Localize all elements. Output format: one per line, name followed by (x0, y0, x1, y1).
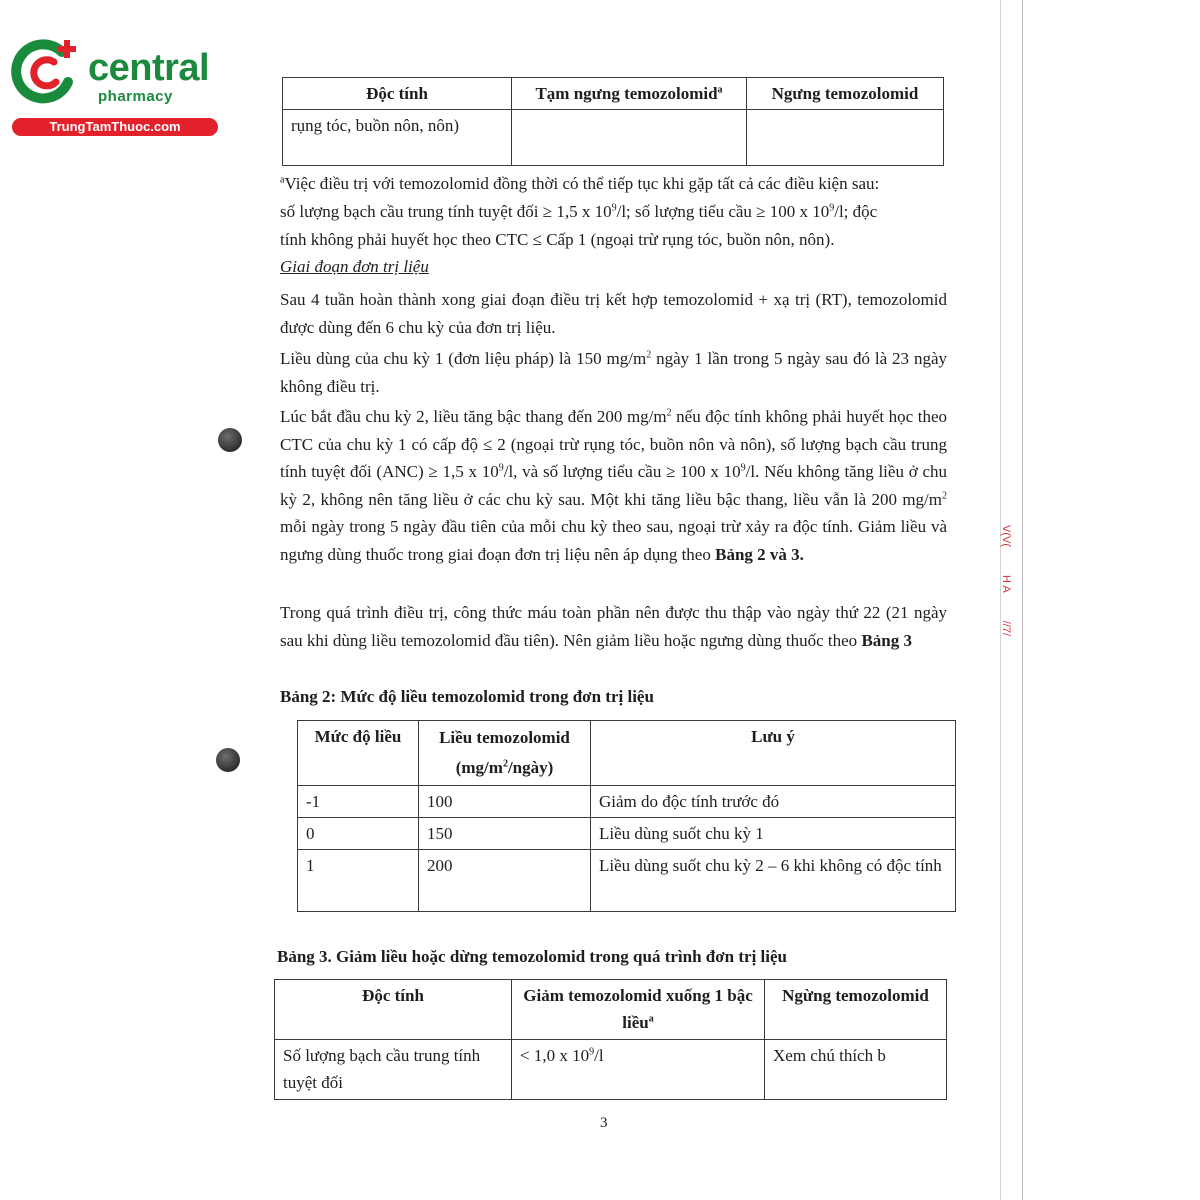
logo-sub-text: pharmacy (98, 88, 173, 105)
table-cell: 1 (298, 850, 419, 912)
table-cell: Liều dùng suốt chu kỳ 1 (591, 818, 956, 850)
logo-brand-text: central (88, 47, 210, 89)
table-header-cell: Liều temozolomid $(mg/m^2/ngày)$ (419, 721, 591, 786)
table-row (275, 1040, 947, 1100)
table-row (298, 818, 956, 850)
table-header-cell: Mức độ liều (298, 721, 419, 786)
section-heading: Giai đoạn đơn trị liệu (280, 257, 429, 276)
table-cell: 0 (298, 818, 419, 850)
table-header-cell: Độc tính (283, 78, 512, 110)
table-cell (512, 110, 747, 166)
table-row (298, 786, 956, 818)
table-cell: < 1,0 x $10^9/l$ (512, 1040, 765, 1100)
table-header-cell: Độc tính (275, 980, 512, 1040)
table-header-row (298, 721, 956, 786)
table-header-cell: Giảm temozolomid xuống 1 bậc liều$^a$ (512, 980, 765, 1040)
table-cell: Giảm do độc tính trước đó (591, 786, 956, 818)
page-number: 3 (600, 1115, 608, 1131)
dose-reduction-table (274, 979, 947, 1100)
logo-site-url[interactable]: TrungTamThuoc.com (12, 118, 218, 136)
table-header-row (283, 78, 944, 110)
paragraph-cycle-2-escalation: Lúc bắt đầu chu kỳ 2, liều tăng bậc thang đến 200 $mg/m^2$ nếu độc tính không phải huyết học theo CTC của chu kỳ 1 có cấp độ ≤ 2 (ngoại trừ rụng tóc, buồn nôn và nôn), số lượng bạch cầu trung tính tuyệt đối (ANC) ≥ 1,5 x $10^9/l$, và số lượng tiểu cầu ≥ 100 x $10^9/l$. Nếu không tăng liều ở chu kỳ 2, không nên tăng liều ở các chu kỳ sau. Một khi tăng liều bậc thang, liều vẫn là 200 $mg/m^2$ mỗi ngày trong 5 ngày đầu tiên của mỗi chu kỳ theo sau, ngoại trừ xảy ra độc tính. Giảm liều và ngưng dùng thuốc trong giai đoạn đơn trị liệu nên áp dụng theo Bảng 2 và 3. (280, 407, 948, 564)
paragraph-monotherapy-intro: Sau 4 tuần hoàn thành xong giai đoạn điều trị kết hợp temozolomid + xạ trị (RT), temozolomid được dùng đến 6 chu kỳ của đơn trị liệu. (280, 290, 947, 337)
page-edge-line (1022, 0, 1023, 1200)
dose-level-table (297, 720, 956, 912)
table-header-cell: Tạm ngưng temozolomid$^a$ (512, 78, 747, 110)
punch-hole-bottom (216, 748, 240, 772)
table-cell: 100 (419, 786, 591, 818)
table-cell: 150 (419, 818, 591, 850)
paragraph-blood-count: Trong quá trình điều trị, công thức máu toàn phần nên được thu thập vào ngày thứ 22 (21 ngày sau khi dùng liều temozolomid đầu tiên). Nên giảm liều hoặc ngưng dùng thuốc theo Bảng 3 (280, 603, 947, 650)
table-2-caption: Bảng 2: Mức độ liều temozolomid trong đơn trị liệu (280, 687, 654, 706)
table-header-row (275, 980, 947, 1040)
table-row (298, 850, 956, 912)
paragraph-cycle-1-dose: Liều dùng của chu kỳ 1 (đơn liệu pháp) là 150 $mg/m^2$ ngày 1 lần trong 5 ngày sau đó là 23 ngày không điều trị. (280, 349, 948, 396)
central-pharmacy-logo[interactable] (10, 36, 215, 136)
table-cell: Liều dùng suốt chu kỳ 2 – 6 khi không có độc tính (591, 850, 956, 912)
table-3-caption: Bảng 3. Giảm liều hoặc dừng temozolomid trong quá trình đơn trị liệu (277, 947, 787, 966)
table-cell: rụng tóc, buồn nôn, nôn) (283, 110, 512, 166)
table-cell (747, 110, 944, 166)
table-cell: -1 (298, 786, 419, 818)
toxicity-table-continued (282, 77, 944, 166)
table-cell: 200 (419, 850, 591, 912)
table-header-cell: Lưu ý (591, 721, 956, 786)
table-row (283, 110, 944, 166)
page-fold-line (1000, 0, 1001, 1200)
table-header-cell: Ngưng temozolomid (747, 78, 944, 110)
table-cell: Số lượng bạch cầu trung tính tuyệt đối (275, 1040, 512, 1100)
bleed-through-text: V(V(H A//7/ (1000, 525, 1012, 637)
pharmacy-cross-logo-icon (10, 36, 82, 108)
punch-hole-top (218, 428, 242, 452)
table-cell: Xem chú thích b (765, 1040, 947, 1100)
table-header-cell: Ngừng temozolomid (765, 980, 947, 1040)
footnote-a: $^a$Việc điều trị với temozolomid đồng thời có thể tiếp tục khi gặp tất cả các điều kiện sau: số lượng bạch cầu trung tính tuyệt đối ≥ 1,5 x $10^9/l$; số lượng tiểu cầu ≥ 100 x $10^9/l$; độc tính không phải huyết học theo CTC ≤ Cấp 1 (ngoại trừ rụng tóc, buồn nôn, nôn). (280, 174, 880, 249)
